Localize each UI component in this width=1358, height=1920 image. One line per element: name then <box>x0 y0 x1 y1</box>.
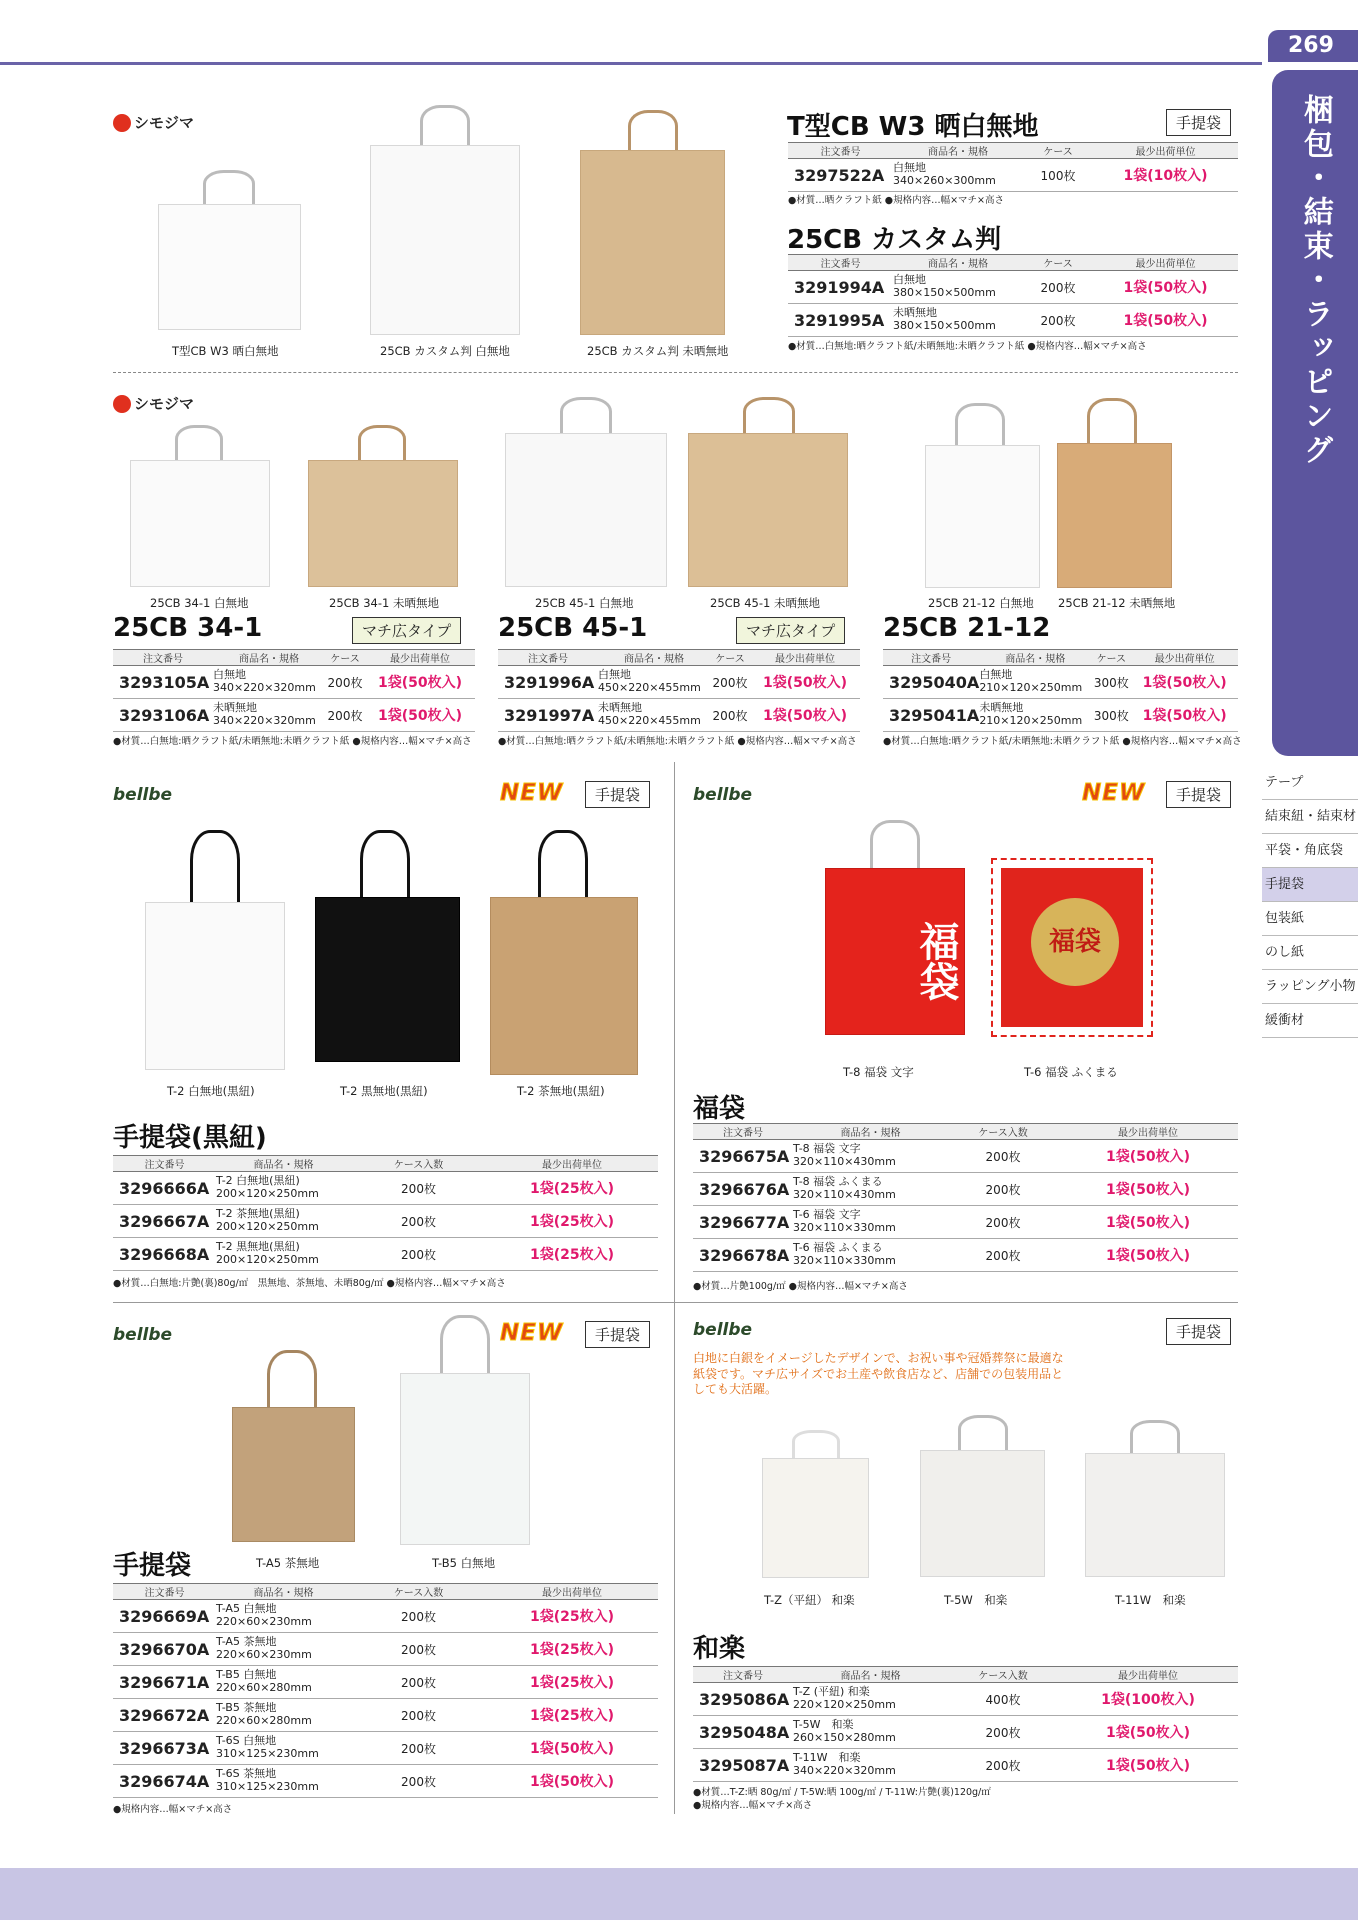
bag-image <box>130 425 270 587</box>
shimojima-logo: シモジマ <box>113 393 194 414</box>
product-title: 25CB 21-12 <box>883 613 1051 643</box>
caption: T-2 茶無地(黒紐) <box>517 1084 605 1098</box>
note: ●規格内容…幅×マチ×高さ <box>693 1800 813 1811</box>
category-tag: 手提袋 <box>1166 781 1231 808</box>
table-row: 3296667A T-2 茶無地(黒紐) 200×120×250mm 200枚 1袋(25枚入) <box>113 1205 658 1238</box>
bag-image <box>232 1350 355 1542</box>
new-badge: NEW <box>500 780 564 806</box>
table-row: 3291997A 未晒無地 450×220×455mm 200枚 1袋(50枚入) <box>498 699 860 732</box>
caption: 25CB 45-1 白無地 <box>535 596 634 610</box>
bag-image: 福袋 <box>993 860 1151 1035</box>
note: ●規格内容…幅×マチ×高さ <box>113 1804 233 1815</box>
note: ●材質…片艶100g/㎡ ●規格内容…幅×マチ×高さ <box>693 1281 908 1292</box>
bag-image <box>688 397 848 587</box>
caption: 25CB 34-1 白無地 <box>150 596 249 610</box>
side-nav <box>1262 766 1358 1038</box>
caption: 25CB 45-1 未晒無地 <box>710 596 820 610</box>
note: ●材質…白無地:晒クラフト紙/未晒無地:未晒クラフト紙 ●規格内容…幅×マチ×高さ <box>788 341 1147 352</box>
caption: 25CB 21-12 白無地 <box>928 596 1034 610</box>
table-row: 3297522A 白無地 340×260×300mm 100枚 1袋(10枚入) <box>788 159 1238 192</box>
table-row: 3296671A T-B5 白無地 220×60×280mm 200枚 1袋(25枚入) <box>113 1666 658 1699</box>
caption: T-2 黒無地(黒紐) <box>340 1084 428 1098</box>
product-table: 注文番号 商品名・規格 ケース入数 最少出荷単位 3296675A T-8 福袋 文字 320×110×430mm 200枚 1袋(50枚入) 3296676A T-8 福袋 ふくまる 320×110×430mm 200枚 1袋(50枚入) 3296677A T-6 福袋 文字 320×110×330mm 200枚 1袋(50枚入) 3296678A T-6 福袋 ふくまる 320×110×330mm 200枚 1袋(50枚入) <box>693 1123 1238 1272</box>
bag-image <box>925 403 1040 588</box>
machi-tag: マチ広タイプ <box>736 617 845 644</box>
divider <box>113 372 1238 373</box>
product-title: 手提袋(黒紐) <box>113 1123 267 1153</box>
table-row: 3296674A T-6S 茶無地 310×125×230mm 200枚 1袋(50枚入) <box>113 1765 658 1798</box>
sidenav-item[interactable]: テープ <box>1262 766 1358 800</box>
table-row: 3295086A T-Z (平紐) 和楽 220×120×250mm 400枚 1袋(100枚入) <box>693 1683 1238 1716</box>
caption: 25CB 21-12 未晒無地 <box>1058 596 1176 610</box>
product-table: 注文番号 商品名・規格 ケース 最少出荷単位 3293105A 白無地 340×220×320mm 200枚 1袋(50枚入) 3293106A 未晒無地 340×220×320mm 200枚 1袋(50枚入) <box>113 649 475 732</box>
top-rule <box>0 62 1262 65</box>
bellbe-logo: bellbe <box>693 1320 753 1340</box>
table-row: 3296670A T-A5 茶無地 220×60×230mm 200枚 1袋(25枚入) <box>113 1633 658 1666</box>
table-row: 3293105A 白無地 340×220×320mm 200枚 1袋(50枚入) <box>113 666 475 699</box>
table-row: 3296678A T-6 福袋 ふくまる 320×110×330mm 200枚 1袋(50枚入) <box>693 1239 1238 1272</box>
note: ●材質…T-Z:晒 80g/㎡ / T-5W:晒 100g/㎡ / T-11W:片艶(裏)120g/㎡ <box>693 1787 991 1798</box>
product-table: 注文番号 商品名・規格 ケース 最少出荷単位 3297522A 白無地 340×260×300mm 100枚 1袋(10枚入) <box>788 142 1238 192</box>
bag-image <box>315 830 460 1062</box>
table-row: 3296677A T-6 福袋 文字 320×110×330mm 200枚 1袋(50枚入) <box>693 1206 1238 1239</box>
bellbe-logo: bellbe <box>693 785 753 805</box>
caption: 25CB 34-1 未晒無地 <box>329 596 439 610</box>
bag-image <box>762 1430 869 1578</box>
table-row: 3296675A T-8 福袋 文字 320×110×430mm 200枚 1袋(50枚入) <box>693 1140 1238 1173</box>
table-row: 3295041A 未晒無地 210×120×250mm 300枚 1袋(50枚入) <box>883 699 1238 732</box>
product-title: 25CB 34-1 <box>113 613 263 643</box>
category-tab[interactable]: 梱包・結束・ラッピング <box>1272 70 1358 756</box>
table-row: 3295048A T-5W 和楽 260×150×280mm 200枚 1袋(50枚入) <box>693 1716 1238 1749</box>
bag-text: 福袋 <box>825 868 965 1035</box>
bag-image <box>920 1415 1045 1577</box>
sidenav-item[interactable]: のし紙 <box>1262 936 1358 970</box>
table-row: 3291994A 白無地 380×150×500mm 200枚 1袋(50枚入) <box>788 271 1238 304</box>
product-title: 手提袋 <box>113 1551 192 1581</box>
bag-image <box>490 830 638 1075</box>
bag-image <box>158 170 301 330</box>
caption: 25CB カスタム判 白無地 <box>380 344 510 358</box>
caption: T型CB W3 晒白無地 <box>172 344 279 358</box>
table-row: 3296668A T-2 黒無地(黒紐) 200×120×250mm 200枚 1袋(25枚入) <box>113 1238 658 1271</box>
table-row: 3295087A T-11W 和楽 340×220×320mm 200枚 1袋(50枚入) <box>693 1749 1238 1782</box>
caption: T-11W 和楽 <box>1115 1593 1186 1607</box>
product-title: 25CB 45-1 <box>498 613 648 643</box>
table-row: 3295040A 白無地 210×120×250mm 300枚 1袋(50枚入) <box>883 666 1238 699</box>
page-number: 269 <box>1268 30 1358 62</box>
table-row: 3296666A T-2 白無地(黒紐) 200×120×250mm 200枚 1袋(25枚入) <box>113 1172 658 1205</box>
sidenav-item[interactable]: ラッピング小物 <box>1262 970 1358 1004</box>
new-badge: NEW <box>500 1320 564 1346</box>
bellbe-logo: bellbe <box>113 785 173 805</box>
bag-image <box>308 425 458 587</box>
product-title: T型CB W3 晒白無地 <box>787 112 1039 142</box>
bag-image <box>580 110 725 335</box>
divider <box>674 762 675 1814</box>
machi-tag: マチ広タイプ <box>352 617 461 644</box>
table-row: 3296673A T-6S 白無地 310×125×230mm 200枚 1袋(50枚入) <box>113 1732 658 1765</box>
bag-image <box>370 105 520 335</box>
product-table: 注文番号 商品名・規格 ケース 最少出荷単位 3291994A 白無地 380×150×500mm 200枚 1袋(50枚入) 3291995A 未晒無地 380×150×500mm 200枚 1袋(50枚入) <box>788 254 1238 337</box>
bag-image <box>400 1315 530 1545</box>
divider <box>113 1302 1238 1303</box>
bag-image <box>505 397 667 587</box>
caption: T-8 福袋 文字 <box>843 1065 914 1079</box>
note: ●材質…白無地:晒クラフト紙/未晒無地:未晒クラフト紙 ●規格内容…幅×マチ×高さ <box>883 736 1242 747</box>
caption: 25CB カスタム判 未晒無地 <box>587 344 729 358</box>
product-title: 25CB カスタム判 <box>787 225 1002 255</box>
product-table: 注文番号 商品名・規格 ケース入数 最少出荷単位 3295086A T-Z (平紐) 和楽 220×120×250mm 400枚 1袋(100枚入) 3295048A T-5W 和楽 260×150×280mm 200枚 1袋(50枚入) 3295087A T-11W 和楽 340×220×320mm 200枚 1袋(50枚入) <box>693 1666 1238 1782</box>
product-table: 注文番号 商品名・規格 ケース入数 最少出荷単位 3296669A T-A5 白無地 220×60×230mm 200枚 1袋(25枚入) 3296670A T-A5 茶無地 220×60×230mm 200枚 1袋(25枚入) 3296671A T-B5 白無地 220×60×280mm 200枚 1袋(25枚入) 3296672A T-B5 茶無地 220×60×280mm 200枚 1袋(25枚入) 3296673A T-6S 白無地 310×125×230mm 200枚 1袋(50枚入) 3296674A T-6S 茶無地 310×125×230mm 200枚 1袋(50枚入) <box>113 1583 658 1798</box>
sidenav-item[interactable]: 結束紐・結束材 <box>1262 800 1358 834</box>
product-title: 和楽 <box>693 1634 746 1664</box>
bellbe-logo: bellbe <box>113 1325 173 1345</box>
product-table: 注文番号 商品名・規格 ケース 最少出荷単位 3291996A 白無地 450×220×455mm 200枚 1袋(50枚入) 3291997A 未晒無地 450×220×455mm 200枚 1袋(50枚入) <box>498 649 860 732</box>
product-table: 注文番号 商品名・規格 ケース入数 最少出荷単位 3296666A T-2 白無地(黒紐) 200×120×250mm 200枚 1袋(25枚入) 3296667A T-2 茶無地(黒紐) 200×120×250mm 200枚 1袋(25枚入) 3296668A T-2 黒無地(黒紐) 200×120×250mm 200枚 1袋(25枚入) <box>113 1155 658 1271</box>
bag-image <box>1085 1420 1225 1577</box>
logo-mark-icon <box>113 395 131 413</box>
table-row: 3296669A T-A5 白無地 220×60×230mm 200枚 1袋(25枚入) <box>113 1600 658 1633</box>
logo-mark-icon <box>113 114 131 132</box>
sidenav-item-active[interactable]: 手提袋 <box>1262 868 1358 902</box>
table-row: 3296676A T-8 福袋 ふくまる 320×110×430mm 200枚 1袋(50枚入) <box>693 1173 1238 1206</box>
category-tag: 手提袋 <box>1166 109 1231 136</box>
table-row: 3291995A 未晒無地 380×150×500mm 200枚 1袋(50枚入) <box>788 304 1238 337</box>
product-table: 注文番号 商品名・規格 ケース 最少出荷単位 3295040A 白無地 210×120×250mm 300枚 1袋(50枚入) 3295041A 未晒無地 210×120×250mm 300枚 1袋(50枚入) <box>883 649 1238 732</box>
new-badge: NEW <box>1082 780 1146 806</box>
category-tag: 手提袋 <box>585 781 650 808</box>
bag-image <box>145 830 285 1070</box>
category-tag: 手提袋 <box>585 1321 650 1348</box>
bag-image <box>825 820 965 1035</box>
table-row: 3293106A 未晒無地 340×220×320mm 200枚 1袋(50枚入) <box>113 699 475 732</box>
note: ●材質…白無地:晒クラフト紙/未晒無地:未晒クラフト紙 ●規格内容…幅×マチ×高さ <box>498 736 857 747</box>
caption: T-2 白無地(黒紐) <box>167 1084 255 1098</box>
category-tag: 手提袋 <box>1166 1318 1231 1345</box>
sidenav-item[interactable]: 包装紙 <box>1262 902 1358 936</box>
table-row: 3291996A 白無地 450×220×455mm 200枚 1袋(50枚入) <box>498 666 860 699</box>
note: ●材質…白無地:晒クラフト紙/未晒無地:未晒クラフト紙 ●規格内容…幅×マチ×高さ <box>113 736 472 747</box>
caption: T-B5 白無地 <box>432 1556 496 1570</box>
shimojima-logo: シモジマ <box>113 112 194 133</box>
description: 白地に白銀をイメージしたデザインで、お祝い事や冠婚葬祭に最適な紙袋です。マチ広サイズでお土産や飲食店など、店舗での包装用品としても大活躍。 <box>693 1351 1064 1397</box>
note: ●材質…白無地:片艶(裏)80g/㎡ 黒無地、茶無地、未晒80g/㎡ ●規格内容…幅×マチ×高さ <box>113 1278 506 1289</box>
caption: T-5W 和楽 <box>944 1593 1008 1607</box>
caption: T-A5 茶無地 <box>256 1556 320 1570</box>
note: ●材質…晒クラフト紙 ●規格内容…幅×マチ×高さ <box>788 195 1005 206</box>
sidenav-item[interactable]: 平袋・角底袋 <box>1262 834 1358 868</box>
bottom-bar <box>0 1868 1358 1920</box>
bag-image <box>1057 398 1172 588</box>
product-title: 福袋 <box>693 1094 746 1124</box>
table-row: 3296672A T-B5 茶無地 220×60×280mm 200枚 1袋(25枚入) <box>113 1699 658 1732</box>
sidenav-item[interactable]: 緩衝材 <box>1262 1004 1358 1038</box>
caption: T-6 福袋 ふくまる <box>1024 1065 1118 1079</box>
caption: T-Z（平紐） 和楽 <box>764 1593 855 1607</box>
